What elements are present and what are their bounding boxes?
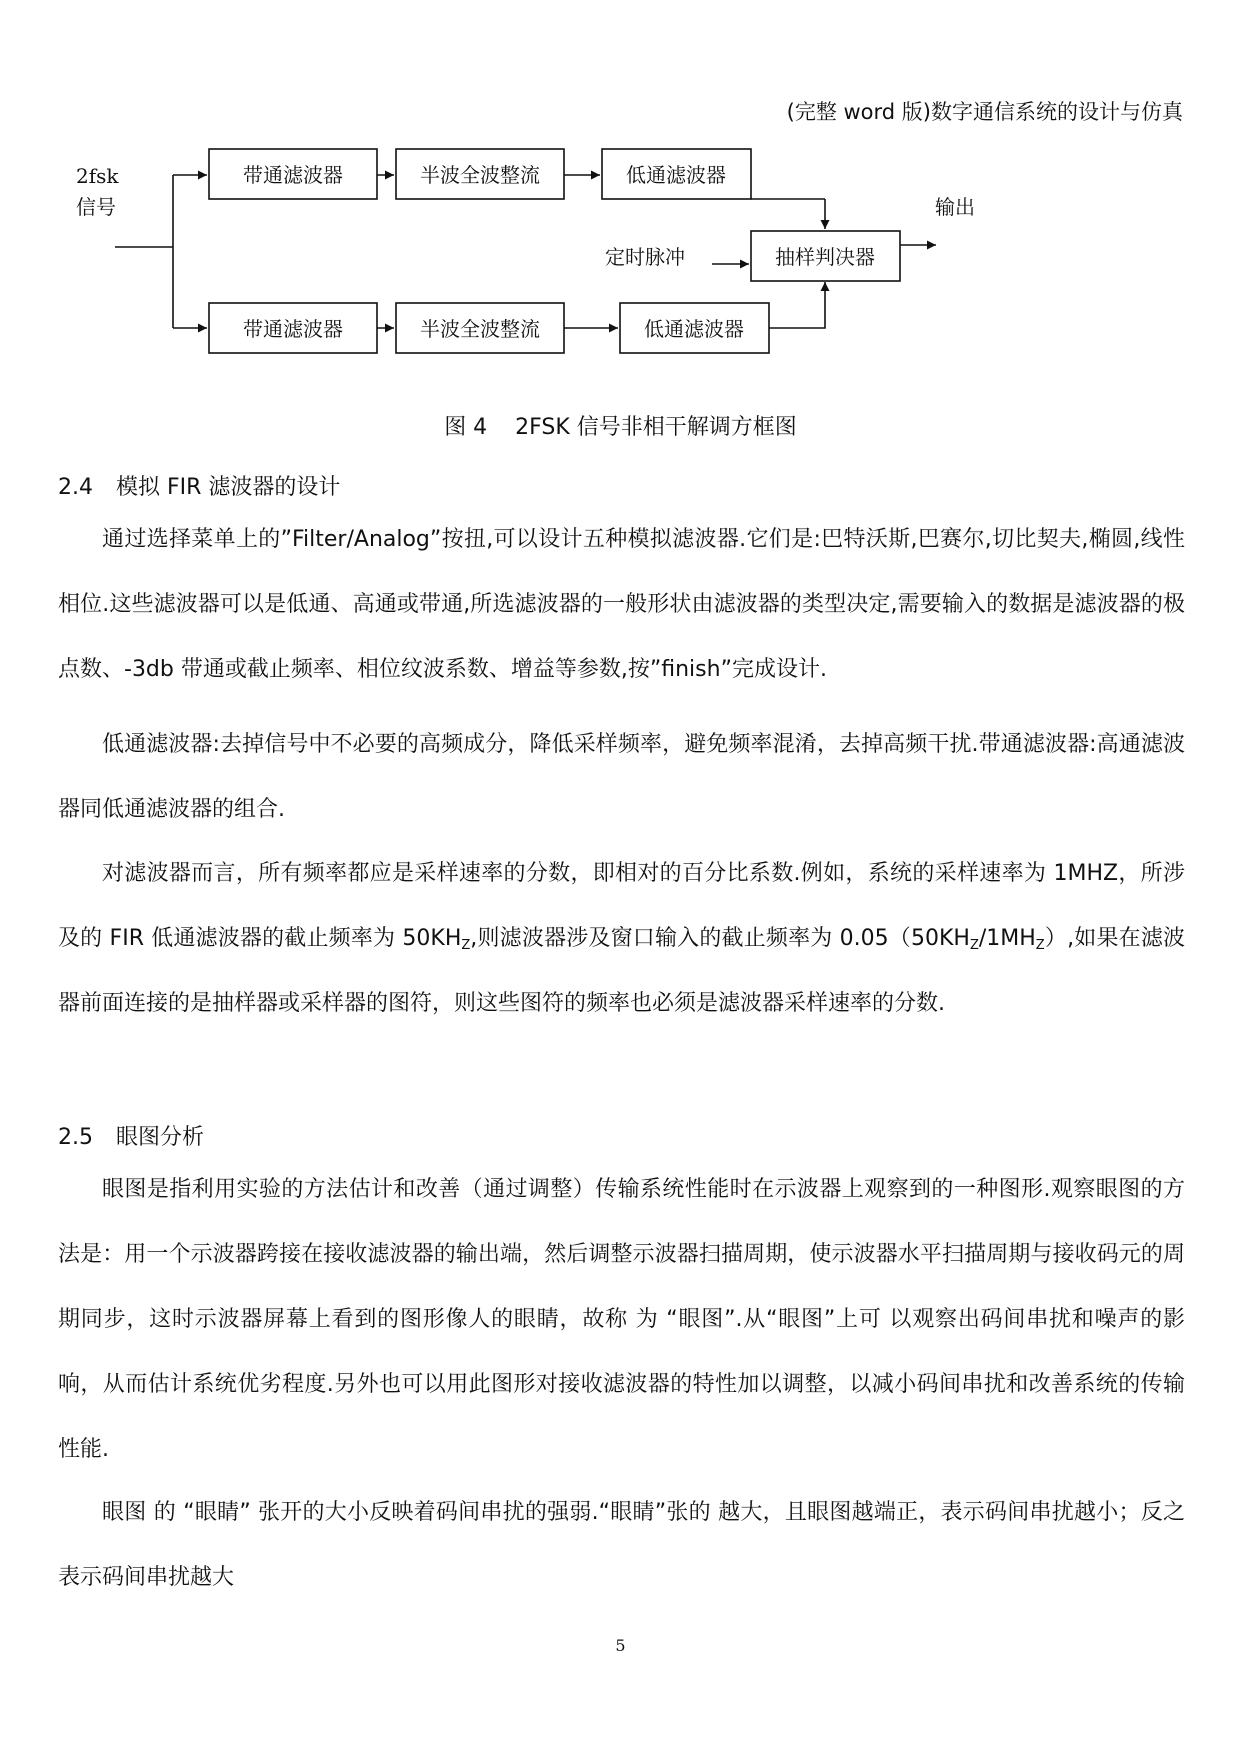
timing-pulse-label: 定时脉冲 xyxy=(605,245,685,269)
input-label-line1: 2fsk xyxy=(76,164,119,188)
lower-rectifier-label: 半波全波整流 xyxy=(420,317,540,341)
section-number: 2.5 xyxy=(58,1125,93,1150)
section-2-4-heading xyxy=(58,470,340,501)
section-number: 2.4 xyxy=(58,475,93,500)
figure-caption: 图 4 2FSK 信号非相干解调方框图 xyxy=(444,415,797,440)
decision-label: 抽样判决器 xyxy=(775,245,875,269)
lower-lowpass-label: 低通滤波器 xyxy=(644,317,744,341)
section-title: 眼图分析 xyxy=(116,1125,205,1150)
input-label-line2: 信号 xyxy=(76,195,116,219)
section-2-5-heading xyxy=(58,1120,204,1151)
upper-lowpass-label: 低通滤波器 xyxy=(626,163,726,187)
output-label: 输出 xyxy=(935,195,975,219)
document-header: (完整 word 版)数字通信系统的设计与仿真 xyxy=(786,100,1183,124)
lower-bandpass-label: 带通滤波器 xyxy=(243,317,343,341)
upper-rectifier-label: 半波全波整流 xyxy=(420,163,540,187)
upper-bandpass-label: 带通滤波器 xyxy=(243,163,343,187)
block-diagram xyxy=(0,0,1241,400)
paragraph-lowpass-bandpass: 低通滤波器:去掉信号中不必要的高频成分，降低采样频率，避免频率混淆，去掉高频干扰.带通滤波器:高通滤波器同低通滤波器的组合. xyxy=(58,732,1185,822)
paragraph-eye-opening: 眼图 的 “眼睛” 张开的大小反映着码间串扰的强弱.“眼睛”张的 越大，且眼图越端正，表示码间串扰越小；反之表示码间串扰越大 xyxy=(58,1500,1185,1590)
paragraph-analog-filter-menu: 通过选择菜单上的”Filter/Analog”按扭,可以设计五种模拟滤波器.它们是:巴特沃斯,巴赛尔,切比契夫,椭圆,线性相位.这些滤波器可以是低通、高通或带通,所选滤波器的一般形状由滤波器的类型决定,需要输入的数据是滤波器的极点数、-3db 带通或截止频率、相位纹波系数、增益等参数,按”finish”完成设计. xyxy=(58,527,1185,682)
page-number: 5 xyxy=(615,1636,626,1655)
section-title: 模拟 FIR 滤波器的设计 xyxy=(116,475,341,500)
arrow-lower-to-decision xyxy=(769,282,825,328)
paragraph-eye-diagram: 眼图是指利用实验的方法估计和改善（通过调整）传输系统性能时在示波器上观察到的一种图形.观察眼图的方法是：用一个示波器跨接在接收滤波器的输出端，然后调整示波器扫描周期，使示波器水平扫描周期与接收码元的周期同步，这时示波器屏幕上看到的图形像人的眼睛，故称 为 “眼图”.从“眼图”上可 以观察出码间串扰和噪声的影响，从而估计系统优劣程度.另外也可以用此图形对接收滤波器的特性加以调整，以减小码间串扰和改善系统的传输性能. xyxy=(58,1177,1185,1462)
paragraph-sampling-rate: 对滤波器而言，所有频率都应是采样速率的分数，即相对的百分比系数.例如，系统的采样速率为 1MHZ，所涉及的 FIR 低通滤波器的截止频率为 $50KH_Z$,则滤波器涉及窗口输入的截止频率为 $0.05(50KH_Z/1MH_Z)$,如果在滤波器前面连接的是抽样器或采样器的图符，则这些图符的频率也必须是滤波器采样速率的分数. xyxy=(58,861,1186,1016)
